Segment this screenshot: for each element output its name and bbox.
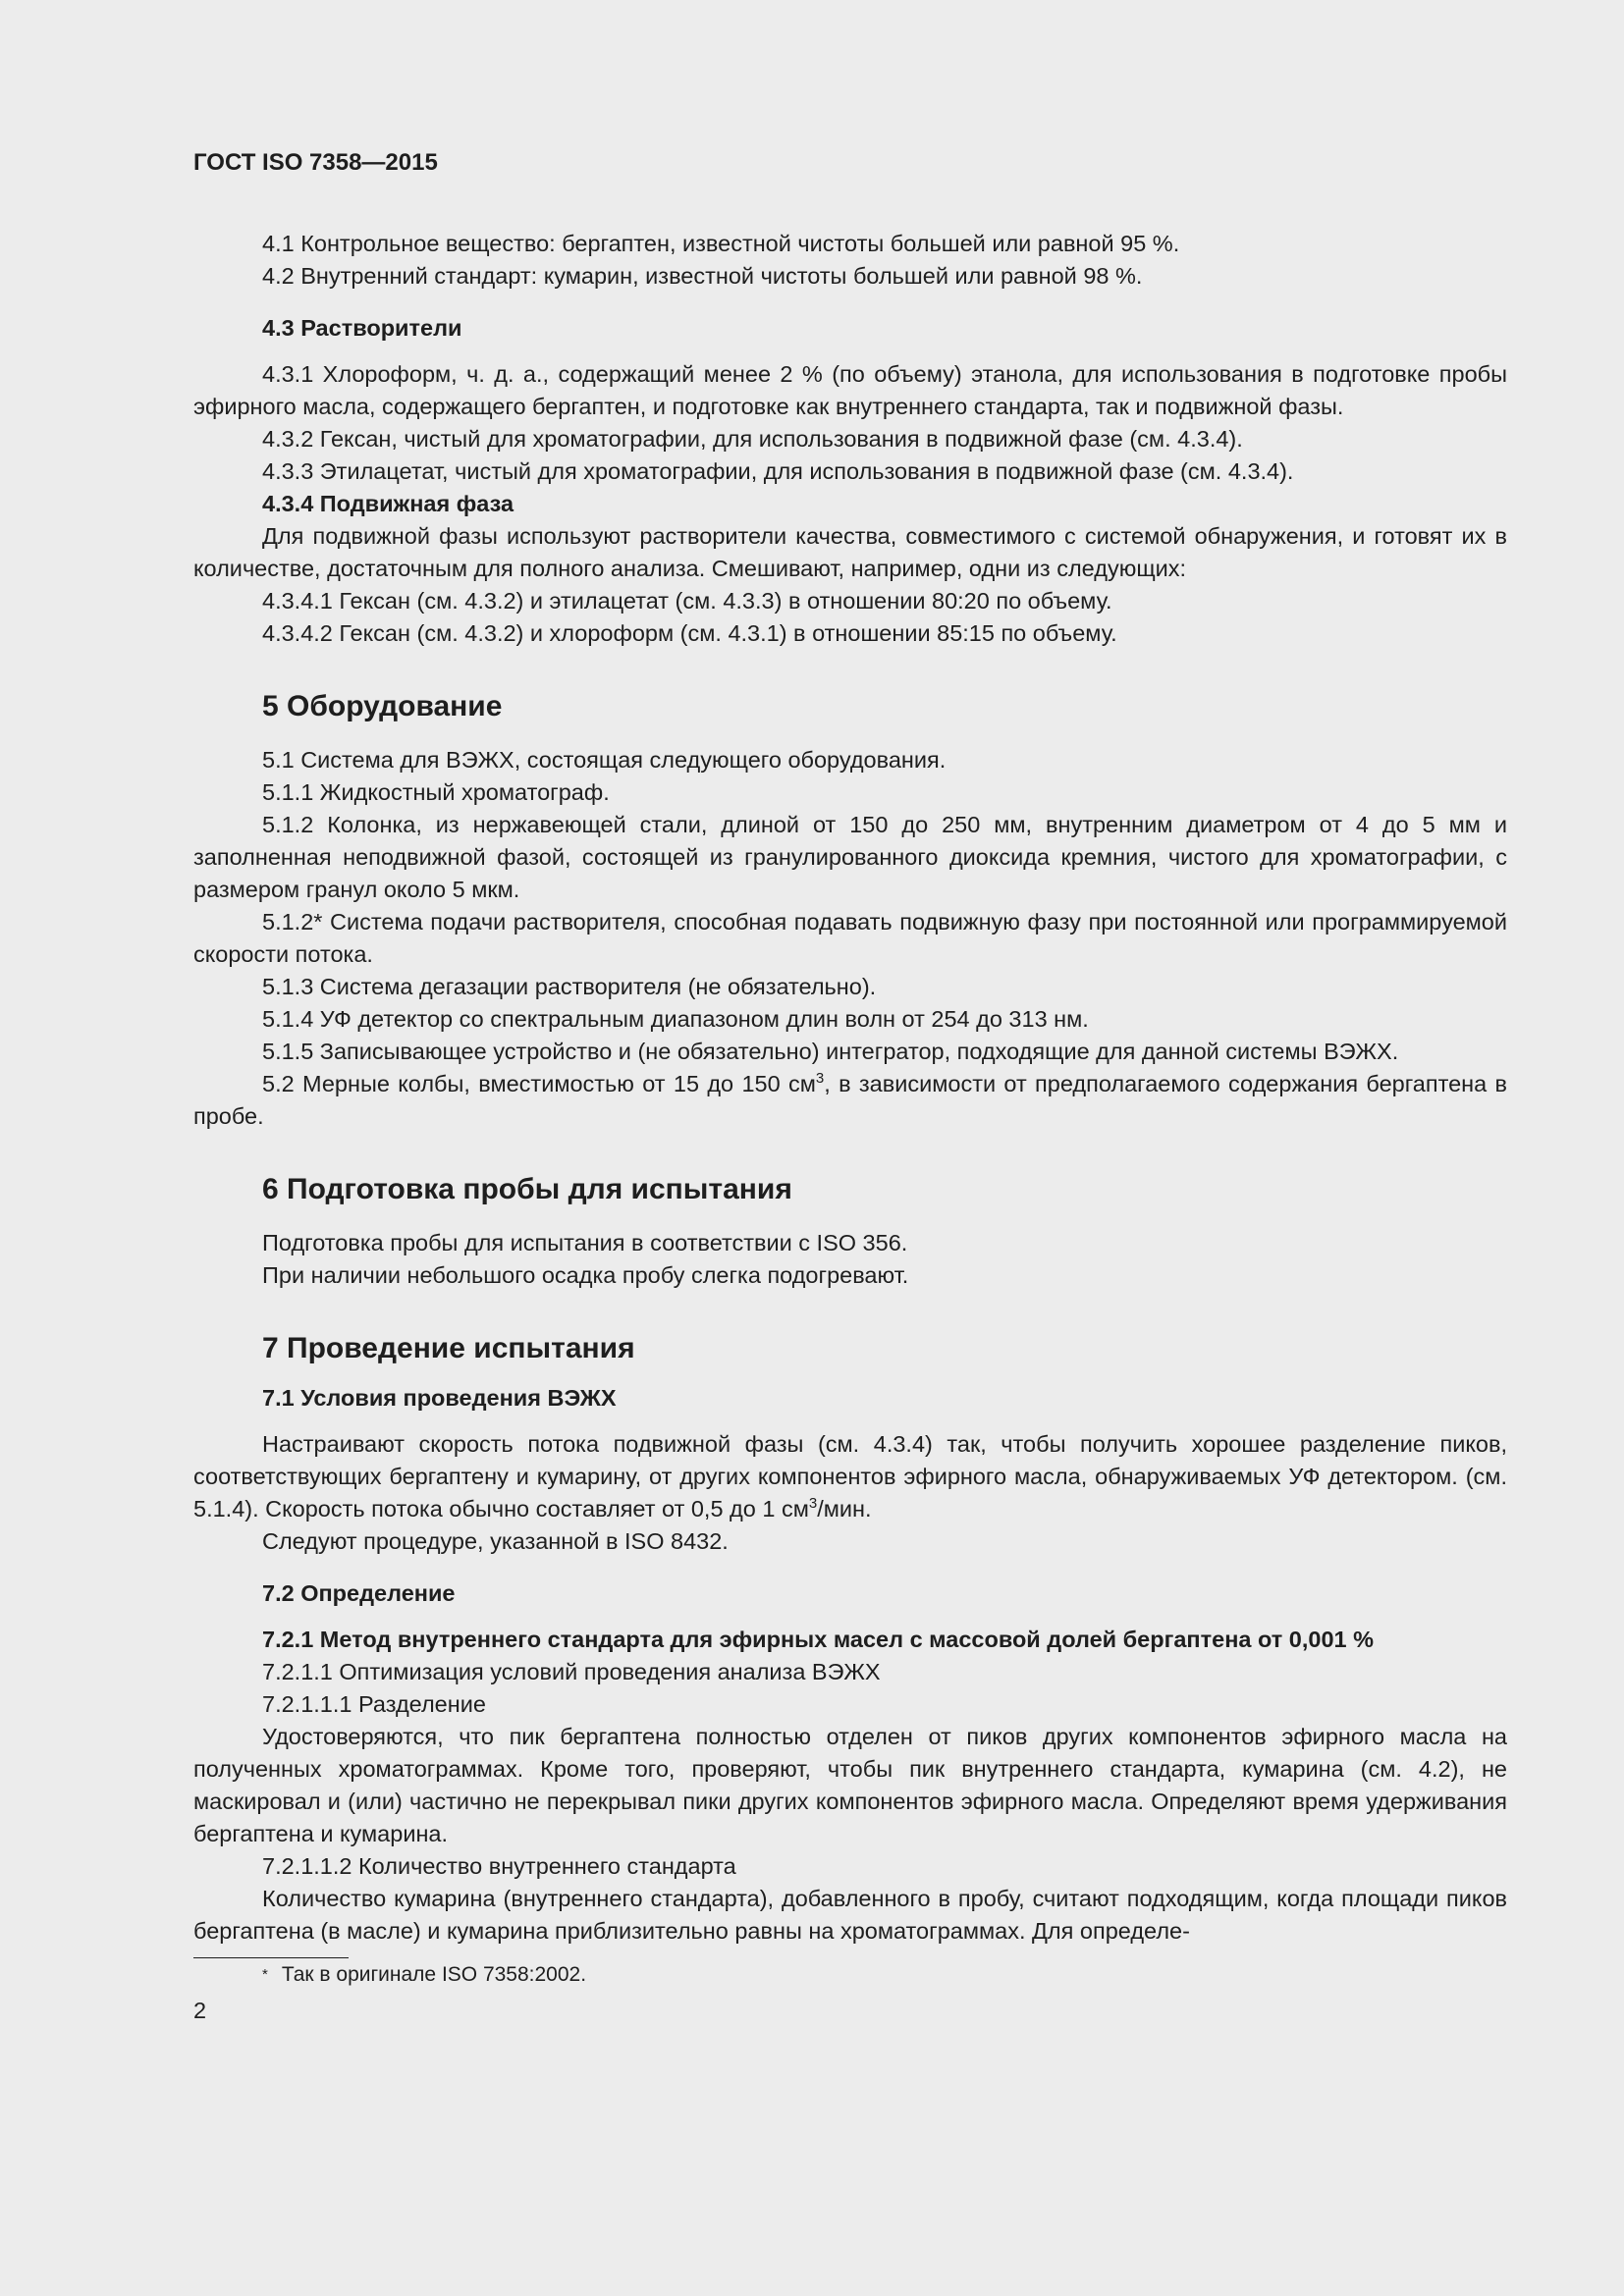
spacer — [193, 1209, 1507, 1227]
text-run: 4.3 Растворители — [262, 315, 462, 341]
document-page — [193, 137, 1507, 2024]
spacer — [193, 1292, 1507, 1329]
spacer — [193, 726, 1507, 744]
text-run: 5.1.5 Записывающее устройство и (не обязательно) интегратор, подходящие для данной системы ВЭЖХ. — [262, 1039, 1399, 1064]
spacer — [193, 1558, 1507, 1577]
spacer — [193, 1415, 1507, 1428]
text-run: 4.3.2 Гексан, чистый для хроматографии, для использования в подвижной фазе (см. 4.3.4). — [262, 426, 1243, 452]
subsection-heading — [193, 1382, 1507, 1415]
paragraph — [193, 260, 1507, 293]
footnote-text: Так в оригинале ISO 7358:2002. — [281, 1963, 587, 1986]
paragraph — [193, 1688, 1507, 1721]
text-run: 6 Подготовка пробы для испытания — [262, 1173, 792, 1205]
section-heading — [193, 687, 1507, 726]
text-run: 4.3.1 Хлороформ, ч. д. а., содержащий менее 2 % (по объему) этанола, для использования в подготовке пробы эфирного масла, содержащего бергаптен, и подготовке как внутреннего стандарта, так и подвижной фазы. — [193, 361, 1507, 419]
spacer — [193, 1133, 1507, 1170]
text-run: При наличии небольшого осадка пробу слегка подогревают. — [262, 1262, 909, 1288]
spacer — [193, 1368, 1507, 1382]
text-run: Подготовка пробы для испытания в соответствии с ISO 356. — [262, 1230, 908, 1255]
paragraph — [193, 1721, 1507, 1850]
subsection-heading — [193, 488, 1507, 520]
paragraph — [193, 520, 1507, 585]
spacer — [193, 345, 1507, 358]
paragraph — [193, 1883, 1507, 1948]
footnote — [193, 1960, 1507, 1990]
paragraph — [193, 228, 1507, 260]
document-header: ГОСТ ISO 7358—2015 — [193, 149, 438, 176]
text-run: 5.1.2* Система подачи растворителя, способная подавать подвижную фазу при постоянной или программируемой скорости потока. — [193, 909, 1507, 967]
paragraph — [193, 423, 1507, 455]
text-run: 7.2.1.1.1 Разделение — [262, 1691, 486, 1717]
paragraph — [193, 1068, 1507, 1133]
paragraph — [193, 1656, 1507, 1688]
paragraph — [193, 1850, 1507, 1883]
text-run: 4.3.4 Подвижная фаза — [262, 491, 514, 516]
paragraph — [193, 617, 1507, 650]
text-run: 4.3.3 Этилацетат, чистый для хроматографии, для использования в подвижной фазе (см. 4.3.4). — [262, 458, 1294, 484]
section-heading — [193, 1329, 1507, 1368]
text-run: Количество кумарина (внутреннего стандарта), добавленного в пробу, считают подходящим, когда площади пиков бергаптена (в масле) и кумарина приблизительно равны на хроматограммах. Для определе- — [193, 1886, 1507, 1944]
footnote-mark: * — [262, 1966, 268, 1983]
paragraph — [193, 776, 1507, 809]
text-run: Удостоверяются, что пик бергаптена полностью отделен от пиков других компонентов эфирного масла на полученных хроматограммах. Кроме того, проверяют, чтобы пик внутреннего стандарта, кумарина (см. 4.2), не маскировал и (или) частично не перекрывал пики других компонентов эфирного масла. Определяют время удерживания бергаптена и кумарина. — [193, 1724, 1507, 1846]
text-run: 5.1.2 Колонка, из нержавеющей стали, длиной от 150 до 250 мм, внутренним диаметром от 4 до 5 мм и заполненная неподвижной фазой, состоящей из гранулированного диоксида кремния, чистого для хроматографии, с размером гранул около 5 мкм. — [193, 812, 1507, 902]
paragraph — [193, 971, 1507, 1003]
text-run: 5.1.3 Система дегазации растворителя (не обязательно). — [262, 974, 877, 999]
spacer — [193, 1610, 1507, 1624]
spacer — [193, 293, 1507, 312]
paragraph — [193, 1036, 1507, 1068]
paragraph — [193, 585, 1507, 617]
paragraph — [193, 1525, 1507, 1558]
text-run: 5.1.1 Жидкостный хроматограф. — [262, 779, 610, 805]
paragraph — [193, 744, 1507, 776]
paragraph — [193, 1003, 1507, 1036]
text-run: 4.1 Контрольное вещество: бергаптен, известной чистоты большей или равной 95 %. — [262, 231, 1180, 256]
text-run: 4.3.4.1 Гексан (см. 4.3.2) и этилацетат (см. 4.3.3) в отношении 80:20 по объему. — [262, 588, 1112, 614]
document-body — [193, 228, 1507, 1948]
subsection-heading — [193, 312, 1507, 345]
text-run: 5.1 Система для ВЭЖХ, состоящая следующего оборудования. — [262, 747, 947, 773]
paragraph — [193, 1428, 1507, 1525]
paragraph — [193, 1227, 1507, 1259]
text-run: Настраивают скорость потока подвижной фазы (см. 4.3.4) так, чтобы получить хорошее разделение пиков, соответствующих бергаптену и кумарину, от других компонентов эфирного масла, обнаруживаемых УФ детектором. (см. 5.1.4). Скорость потока обычно составляет от 0,5 до 1 см — [193, 1431, 1507, 1522]
page-number: 2 — [193, 1998, 207, 2023]
text-run: 4.3.4.2 Гексан (см. 4.3.2) и хлороформ (см. 4.3.1) в отношении 85:15 по объему. — [262, 620, 1117, 646]
text-run: 4.2 Внутренний стандарт: кумарин, известной чистоты большей или равной 98 %. — [262, 263, 1143, 289]
paragraph — [193, 1259, 1507, 1292]
text-run: 7 Проведение испытания — [262, 1332, 635, 1364]
text-run: 7.2.1 Метод внутреннего стандарта для эфирных масел с массовой долей бергаптена от 0,001 % — [262, 1627, 1375, 1652]
superscript: 3 — [808, 1495, 818, 1513]
superscript: 3 — [815, 1070, 825, 1088]
text-run: Для подвижной фазы используют растворители качества, совместимого с системой обнаружения, и готовят их в количестве, достаточным для полного анализа. Смешивают, например, одни из следующих: — [193, 523, 1507, 581]
footnote-separator — [193, 1957, 349, 1958]
paragraph — [193, 906, 1507, 971]
subsection-heading — [193, 1624, 1507, 1656]
subsection-heading — [193, 1577, 1507, 1610]
text-run: 5.1.4 УФ детектор со спектральным диапазоном длин волн от 254 до 313 нм. — [262, 1006, 1089, 1032]
section-heading — [193, 1170, 1507, 1209]
spacer — [193, 650, 1507, 687]
paragraph — [193, 358, 1507, 423]
paragraph — [193, 455, 1507, 488]
text-run: , в зависимости от предполагаемого содержания бергаптена в пробе. — [193, 1071, 1507, 1129]
text-run: 5.2 Мерные колбы, вместимостью от 15 до 150 см — [262, 1071, 816, 1096]
text-run: Следуют процедуре, указанной в ISO 8432. — [262, 1528, 729, 1554]
text-run: 7.2.1.1.2 Количество внутреннего стандарта — [262, 1853, 736, 1879]
text-run: /мин. — [817, 1496, 872, 1522]
text-run: 7.2 Определение — [262, 1580, 456, 1606]
text-run: 5 Оборудование — [262, 690, 503, 722]
paragraph — [193, 809, 1507, 906]
text-run: 7.2.1.1 Оптимизация условий проведения анализа ВЭЖХ — [262, 1659, 881, 1684]
text-run: 7.1 Условия проведения ВЭЖХ — [262, 1385, 617, 1411]
